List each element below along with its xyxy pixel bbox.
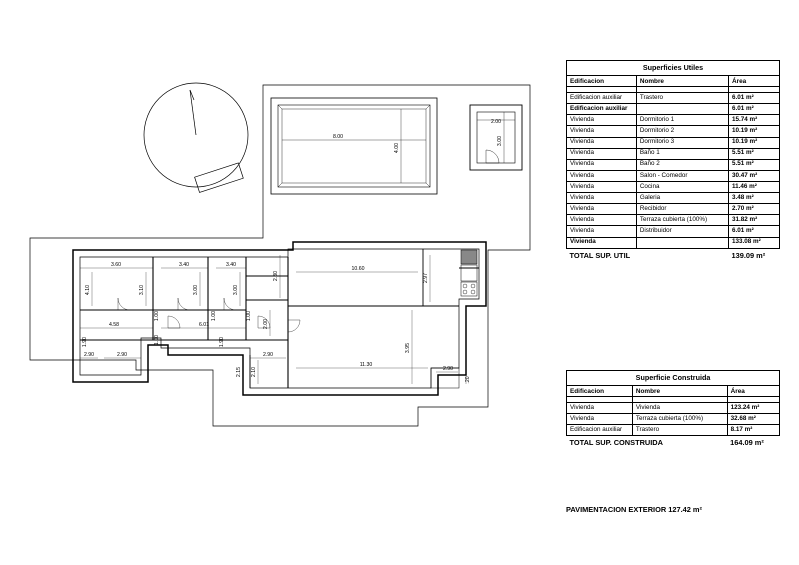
- cell-area: 31.82 m²: [729, 215, 780, 226]
- cell-nombre: Trastero: [632, 425, 727, 436]
- dim-pool-width: 8.00: [332, 134, 344, 140]
- cell-area: 11.46 m²: [729, 182, 780, 193]
- col-header-edificacion: Edificacion: [567, 75, 637, 86]
- table-header-row: [567, 75, 780, 86]
- dimension-labels: [82, 119, 503, 384]
- aux-door-swing: [486, 150, 499, 163]
- cell-area: 133.08 m²: [729, 237, 780, 248]
- pavimentacion-exterior-note: PAVIMENTACION EXTERIOR 127.42 m²: [566, 505, 702, 514]
- dim-int-10: 1.00: [211, 310, 217, 322]
- table-header-row: [567, 385, 780, 396]
- cell-nombre: Vivienda: [632, 403, 727, 414]
- dim-int-1: 4.58: [108, 322, 120, 328]
- cell-nombre: Galeria: [636, 193, 728, 204]
- cell-nombre: Salon - Comedor: [636, 170, 728, 181]
- cell-nombre: [636, 104, 728, 115]
- cell-edificacion: Vivienda: [567, 159, 637, 170]
- cell-edificacion: Vivienda: [567, 204, 637, 215]
- house-interior-wall: [80, 249, 479, 388]
- dim-room-w-1: 3.60: [110, 262, 122, 268]
- cell-nombre: Dormitorio 3: [636, 137, 728, 148]
- cell-area: 6.01 m²: [729, 226, 780, 237]
- cell-edificacion: Edificacion auxiliar: [567, 93, 637, 104]
- cell-nombre: Dormitorio 1: [636, 115, 728, 126]
- table-total-row: [567, 436, 780, 449]
- cell-nombre: Terraza cubierta (100%): [632, 414, 727, 425]
- table-row: [567, 414, 780, 425]
- table-row-subtotal: [567, 104, 780, 115]
- table-row: [567, 182, 780, 193]
- cell-nombre: Cocina: [636, 182, 728, 193]
- cell-edificacion: Vivienda: [567, 126, 637, 137]
- cell-area: 123.24 m²: [727, 403, 779, 414]
- table-total-row: [567, 248, 780, 261]
- dim-misc-2: .20: [465, 376, 471, 384]
- table-row: [567, 215, 780, 226]
- col-header-area: Área: [727, 385, 779, 396]
- dim-int-7: 1.90: [219, 336, 225, 348]
- table-row: [567, 137, 780, 148]
- cell-area: 3.48 m²: [729, 193, 780, 204]
- cell-nombre: Dormitorio 2: [636, 126, 728, 137]
- table-row: [567, 159, 780, 170]
- cell-area: 2.70 m²: [729, 204, 780, 215]
- cell-area: 6.01 m²: [729, 104, 780, 115]
- table-row: [567, 148, 780, 159]
- table-row: [567, 115, 780, 126]
- dim-int-6: 1.90: [82, 336, 88, 348]
- cell-edificacion: Vivienda: [567, 148, 637, 159]
- pool-inner2: [282, 109, 426, 183]
- dim-salon-7: 2.10: [251, 366, 257, 378]
- table-title-row: [567, 371, 780, 386]
- total-label: TOTAL SUP. CONSTRUIDA: [569, 438, 663, 448]
- cell-edificacion: Vivienda: [567, 137, 637, 148]
- cell-nombre: Trastero: [636, 93, 728, 104]
- dim-int-8: 1.00: [154, 310, 160, 322]
- col-header-edificacion: Edificacion: [567, 385, 633, 396]
- cell-nombre: [636, 237, 728, 248]
- table-row: [567, 93, 780, 104]
- cell-edificacion: Vivienda: [567, 115, 637, 126]
- col-header-area: Área: [729, 75, 780, 86]
- cell-nombre: Terraza cubierta (100%): [636, 215, 728, 226]
- table-title-row: [567, 61, 780, 76]
- cell-area: 5.51 m²: [729, 148, 780, 159]
- total-value: 139.09 m²: [731, 250, 766, 260]
- cell-edificacion: Vivienda: [567, 182, 637, 193]
- cell-area: 10.19 m²: [729, 137, 780, 148]
- dim-salon-8: 2.15: [236, 366, 242, 378]
- total-value: 164.09 m²: [730, 438, 764, 448]
- dim-room-h-4: 3.00: [233, 284, 239, 296]
- cell-area: 6.01 m²: [729, 93, 780, 104]
- cell-edificacion: Edificacion auxiliar: [567, 425, 633, 436]
- table-row: [567, 403, 780, 414]
- cell-edificacion: Vivienda: [567, 237, 637, 248]
- col-header-nombre: Nombre: [636, 75, 728, 86]
- cell-edificacion: Vivienda: [567, 226, 637, 237]
- table-title: Superficie Construida: [567, 371, 780, 386]
- col-header-nombre: Nombre: [632, 385, 727, 396]
- dim-pool-height: 4.00: [394, 142, 400, 154]
- dim-int-4: 2.90: [116, 352, 128, 358]
- dim-int-5: 2.90: [262, 352, 274, 358]
- cell-area: 5.51 m²: [729, 159, 780, 170]
- dim-room-h-2: 3.10: [139, 284, 145, 296]
- table-row: [567, 170, 780, 181]
- cell-nombre: Baño 2: [636, 159, 728, 170]
- dim-room-w-2: 3.40: [178, 262, 190, 268]
- kitchen-fitting-1: [461, 265, 477, 281]
- dim-int-9: 1.00: [154, 334, 160, 346]
- table-row: [567, 126, 780, 137]
- dim-salon-4: 2.97: [423, 272, 429, 284]
- cell-area: 10.19 m²: [729, 126, 780, 137]
- table-row: [567, 193, 780, 204]
- kitchen-fitting-2: [461, 282, 477, 296]
- cell-edificacion: Vivienda: [567, 193, 637, 204]
- cell-area: 15.74 m²: [729, 115, 780, 126]
- floor-plan-drawing: [18, 10, 548, 555]
- cell-nombre: Baño 1: [636, 148, 728, 159]
- dim-salon-2: 11.30: [359, 362, 373, 368]
- total-label: TOTAL SUP. UTIL: [569, 250, 631, 260]
- dim-int-3: 2.90: [83, 352, 95, 358]
- dim-room-h-3: 3.00: [193, 284, 199, 296]
- dim-room-h-1: 4.10: [85, 284, 91, 296]
- table-superficies-utiles: [566, 60, 780, 261]
- house-exterior-wall: [73, 242, 486, 395]
- cell-nombre: Distribuidor: [636, 226, 728, 237]
- dim-salon-1: 10.60: [351, 266, 365, 272]
- cell-area: 30.47 m²: [729, 170, 780, 181]
- cell-area: 8.17 m²: [727, 425, 779, 436]
- pool-outer: [271, 98, 437, 194]
- cell-edificacion: Vivienda: [567, 215, 637, 226]
- aux-building: [470, 105, 522, 170]
- dim-int-2: 6.01: [198, 322, 210, 328]
- cell-edificacion: Edificacion auxiliar: [567, 104, 637, 115]
- dim-salon-5: 2.30: [273, 270, 279, 282]
- dim-room-w-3: 3.40: [225, 262, 237, 268]
- dim-salon-3: 3.95: [405, 342, 411, 354]
- table-title: Superficies Utiles: [567, 61, 780, 76]
- dim-salon-6: 2.00: [263, 318, 269, 330]
- dim-int-11: 1.00: [246, 310, 252, 322]
- table-row: [567, 204, 780, 215]
- cell-edificacion: Vivienda: [567, 403, 633, 414]
- cell-nombre: Recibidor: [636, 204, 728, 215]
- cell-edificacion: Vivienda: [567, 170, 637, 181]
- plan-svg: [18, 10, 548, 555]
- dim-misc-1: 2.90: [442, 366, 454, 372]
- kitchen-fitting-3: [461, 250, 477, 264]
- dim-aux-height: 3.00: [497, 135, 503, 147]
- cell-area: 32.68 m²: [727, 414, 779, 425]
- table-row: [567, 425, 780, 436]
- table-row: [567, 226, 780, 237]
- cell-edificacion: Vivienda: [567, 414, 633, 425]
- pool-inner: [278, 105, 430, 187]
- table-row-subtotal: [567, 237, 780, 248]
- table-superficie-construida: [566, 370, 780, 449]
- dim-aux-width: 2.00: [490, 119, 502, 125]
